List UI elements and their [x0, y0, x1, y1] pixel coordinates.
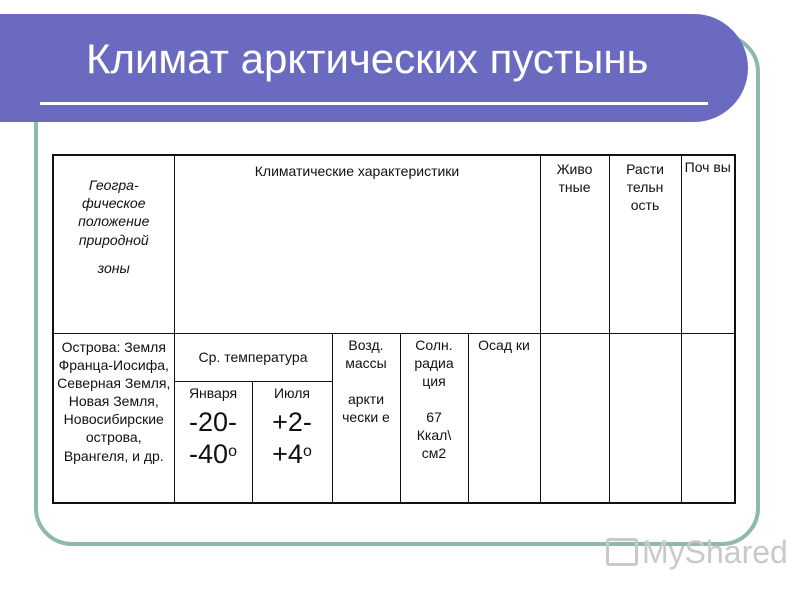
header-air-masses: Возд. массы — [345, 336, 387, 371]
july-cell — [252, 381, 332, 503]
header-soils: Поч вы — [681, 155, 735, 333]
watermark-text: MyShared — [642, 534, 788, 570]
header-geo-position — [53, 155, 174, 333]
header-geo-line: зоны — [97, 259, 130, 276]
july-temp: +2- +4 — [272, 406, 312, 470]
header-climate: Климатические характеристики — [174, 155, 540, 333]
air-masses-cell — [332, 333, 400, 503]
header-animals: Живо тные — [540, 155, 609, 333]
degree-sign: о — [228, 443, 237, 461]
radiation-value: 67 — [426, 409, 442, 426]
climate-table — [52, 154, 736, 504]
header-geo-line: положение — [78, 213, 150, 230]
header-geo-line: Геогра- — [88, 177, 139, 193]
header-geo-line: природной — [78, 231, 149, 248]
animals-cell — [540, 333, 609, 503]
presentation-icon — [606, 538, 638, 566]
header-january: Января — [188, 384, 238, 401]
header-precipitation: Осад ки — [478, 336, 530, 353]
header-avg-temp: Ср. температура — [174, 333, 332, 381]
soils-cell — [681, 333, 735, 503]
header-plants: Расти тельн ость — [609, 155, 681, 333]
header-geo-line: фическое — [81, 195, 146, 212]
january-temp: -20- -40 — [188, 406, 237, 470]
watermark — [606, 536, 788, 569]
radiation-unit: Ккал\ см2 — [416, 427, 452, 462]
january-cell — [174, 381, 252, 503]
precipitation-cell — [468, 333, 540, 503]
header-july: Июля — [273, 384, 310, 401]
title-underline — [40, 102, 708, 105]
slide-title: Климат арктических пустынь — [86, 35, 649, 82]
solar-radiation-cell — [400, 333, 468, 503]
degree-sign: о — [302, 443, 312, 461]
location-cell: Острова: Земля Франца-Иосифа, Северная Земля, Новая Земля, Новосибирские острова, Врангеля, и др. — [53, 333, 174, 503]
header-solar-radiation: Солн. радиа ция — [414, 336, 454, 389]
plants-cell — [609, 333, 681, 503]
air-mass-value: аркти чески е — [342, 390, 390, 426]
